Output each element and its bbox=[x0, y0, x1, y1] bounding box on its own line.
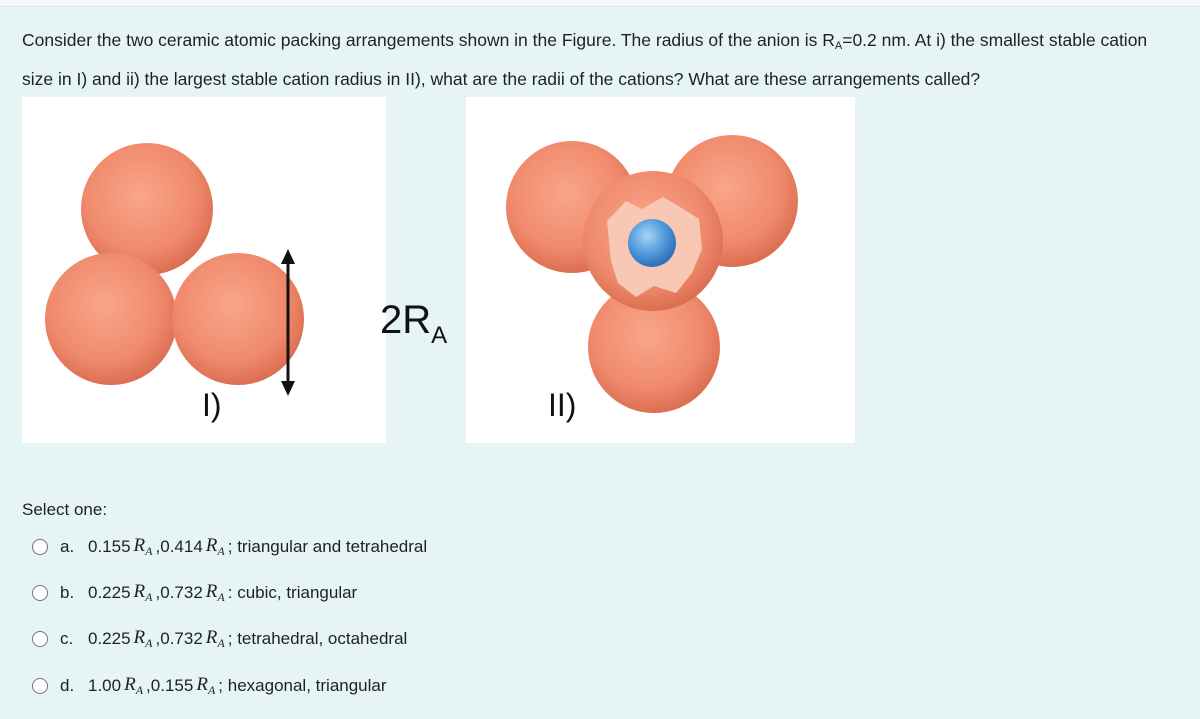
anion-right bbox=[172, 253, 304, 385]
arrow-head-up bbox=[281, 249, 295, 264]
figure-panel-2 bbox=[466, 97, 855, 443]
radio-c[interactable] bbox=[32, 631, 48, 647]
cation-large bbox=[628, 219, 676, 267]
question-text: Consider the two ceramic atomic packing arrangements shown in the Figure. The radius of the anion is $R_A=0.2$ nm. At i) the smallest stable cation size in I) and ii) the largest stable cation radius in II), what are the radii of the cations? What are these arrangements called? bbox=[22, 30, 1148, 89]
dimension-label: $2R_A$ bbox=[380, 298, 448, 349]
option-d[interactable]: d. 1.00 $R_A$ , 0.155 $R_A$ ; hexagonal, triangular bbox=[32, 674, 387, 698]
top-border bbox=[0, 0, 1200, 7]
option-a[interactable]: a. 0.155 $R_A$ , 0.414 $R_A$ ; triangular and tetrahedral bbox=[32, 535, 427, 559]
arrow-head-down bbox=[281, 381, 295, 396]
figure-panel-1 bbox=[22, 97, 386, 443]
radio-d[interactable] bbox=[32, 678, 48, 694]
figure-label-2: II) bbox=[548, 387, 577, 423]
figure-label-1: I) bbox=[202, 387, 222, 423]
packing-diagram-2 bbox=[466, 97, 855, 443]
radio-b[interactable] bbox=[32, 585, 48, 601]
select-one-label: Select one: bbox=[22, 500, 108, 519]
anion-left bbox=[45, 253, 177, 385]
radio-a[interactable] bbox=[32, 539, 48, 555]
option-c[interactable]: c. 0.225 $R_A$ , 0.732 $R_A$ ; tetrahedral, octahedral bbox=[32, 627, 407, 651]
option-b[interactable]: b. 0.225 $R_A$ , 0.732 $R_A$ : cubic, triangular bbox=[32, 581, 357, 605]
